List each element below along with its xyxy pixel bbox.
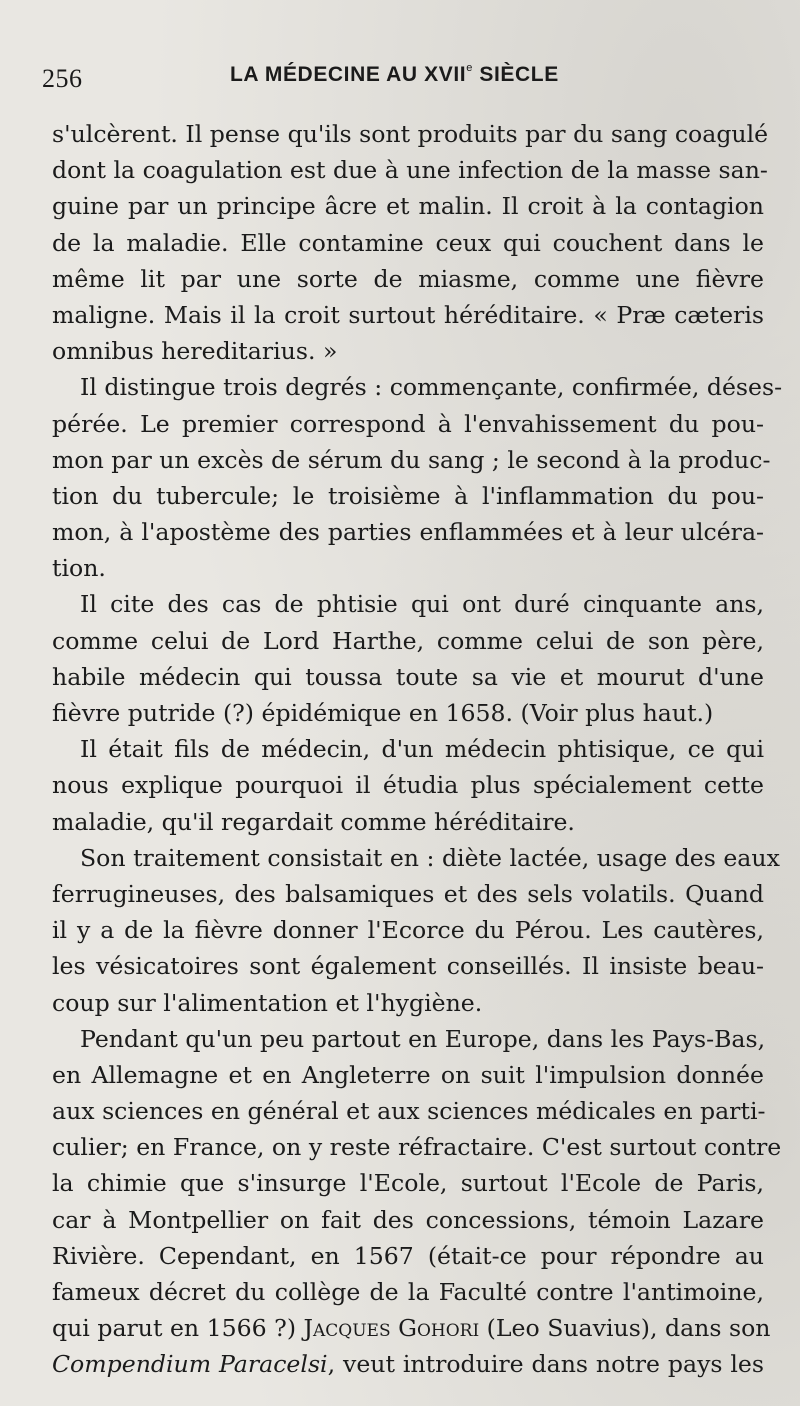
running-head-century: SIÈCLE xyxy=(472,63,559,86)
text-line: maligne. Mais il la croit surtout héréditaire. « Præ cæteris xyxy=(52,300,764,329)
running-head xyxy=(230,62,559,87)
text-line: fièvre putride (?) épidémique en 1658. (Voir plus haut.) xyxy=(52,699,714,727)
text-line: dont la coagulation est due à une infection de la masse san- xyxy=(52,156,768,185)
text-line: Pendant qu'un peu partout en Europe, dans les Pays-Bas, xyxy=(80,1024,766,1053)
text-line: qui parut en 1566 ?) Jacques Gohori (Leo Suavius), dans son xyxy=(52,1314,771,1343)
text-line: Il était fils de médecin, d'un médecin phtisique, ce qui xyxy=(80,735,764,764)
text-line: fameux décret du collège de la Faculté contre l'antimoine, xyxy=(52,1278,764,1306)
running-head-superscript: e xyxy=(466,62,473,74)
text-line: il y a de la fièvre donner l'Ecorce du Pérou. Les cautères, xyxy=(52,916,764,945)
text-line: Compendium Paracelsi, veut introduire dans notre pays les xyxy=(52,1350,765,1379)
text-line: les vésicatoires sont également conseillés. Il insiste beau- xyxy=(52,952,764,981)
text-line: mon par un excès de sérum du sang ; le second à la produc- xyxy=(52,445,771,474)
text-line: Rivière. Cependant, en 1567 (était-ce pour répondre au xyxy=(52,1241,764,1270)
body-text xyxy=(52,116,783,1383)
text-line: mon, à l'apostème des parties enflammées et à leur ulcéra- xyxy=(52,518,764,547)
text-line: en Allemagne et en Angleterre on suit l'impulsion donnée xyxy=(52,1060,764,1089)
text-line: guine par un principe âcre et malin. Il croit à la contagion xyxy=(52,192,764,221)
text-line: aux sciences en général et aux sciences médicales en parti- xyxy=(52,1097,766,1126)
text-line: tion. xyxy=(52,554,106,583)
page-number: 256 xyxy=(42,64,83,93)
text-line: pérée. Le premier correspond à l'envahissement du pou- xyxy=(52,409,764,438)
text-line: la chimie que s'insurge l'Ecole, surtout l'Ecole de Paris, xyxy=(52,1169,764,1198)
running-head-title: LA MÉDECINE AU XVII xyxy=(230,63,467,86)
text-line: de la maladie. Elle contamine ceux qui couchent dans le xyxy=(52,228,764,257)
text-line: maladie, qu'il regardait comme héréditaire. xyxy=(52,807,575,836)
text-line: nous explique pourquoi il étudia plus spécialement cette xyxy=(52,771,764,800)
text-line: car à Montpellier on fait des concessions, témoin Lazare xyxy=(52,1205,764,1234)
text-line: s'ulcèrent. Il pense qu'ils sont produits par du sang coagulé xyxy=(52,120,769,148)
text-line: coup sur l'alimentation et l'hygiène. xyxy=(52,988,483,1017)
text-line: ferrugineuses, des balsamiques et des sels volatils. Quand xyxy=(52,879,764,908)
author-name: Jacques Gohori xyxy=(303,1314,480,1343)
text-line: même lit par une sorte de miasme, comme une fièvre xyxy=(52,264,764,293)
text-line: comme celui de Lord Harthe, comme celui de son père, xyxy=(52,626,764,655)
text-line: omnibus hereditarius. » xyxy=(52,337,338,366)
text-line: culier; en France, on y reste réfractaire. C'est surtout contre xyxy=(52,1133,782,1162)
text-line: habile médecin qui toussa toute sa vie et mourut d'une xyxy=(52,662,764,691)
text-line: Son traitement consistait en : diète lactée, usage des eaux xyxy=(80,843,780,872)
book-title: Compendium Paracelsi xyxy=(52,1350,328,1379)
text-line: tion du tubercule; le troisième à l'inflammation du pou- xyxy=(52,481,764,510)
page-header xyxy=(0,58,800,94)
text-line: Il distingue trois degrés : commençante, confirmée, déses- xyxy=(80,373,783,402)
text-line: Il cite des cas de phtisie qui ont duré cinquante ans, xyxy=(80,590,764,619)
